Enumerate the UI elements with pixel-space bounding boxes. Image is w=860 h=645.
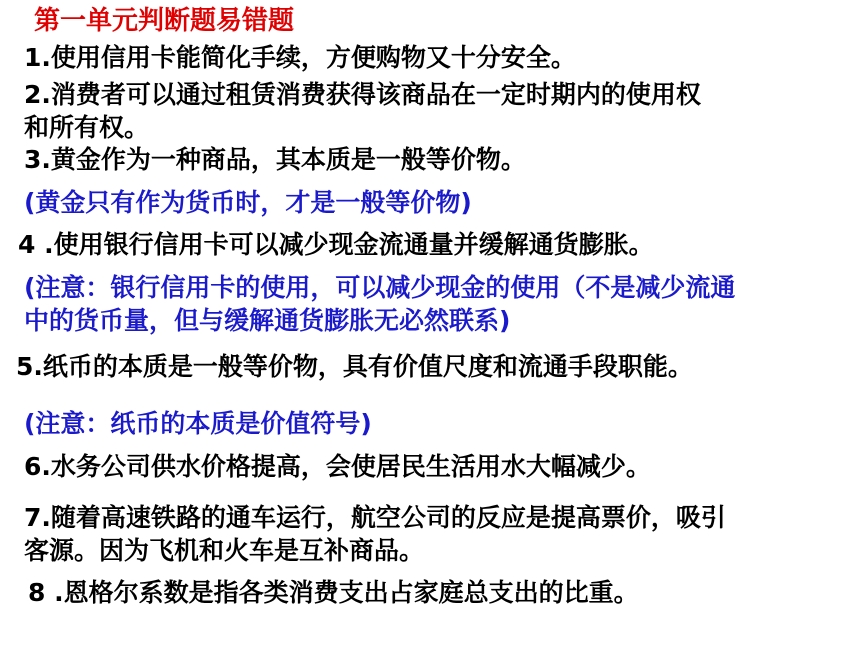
statement-6: 6.水务公司供水价格提高，会使居民生活用水大幅减少。 [24,452,651,481]
note-3: (黄金只有作为货币时，才是一般等价物) [24,188,472,217]
statement-2: 2.消费者可以通过租赁消费获得该商品在一定时期内的使用权 [24,80,701,109]
statement-8: 8 .恩格尔系数是指各类消费支出占家庭总支出的比重。 [28,578,639,607]
statement-2-continued: 和所有权。 [24,113,150,142]
statement-4: 4 .使用银行信用卡可以减少现金流通量并缓解通货膨胀。 [18,230,654,259]
slide-title: 第一单元判断题易错题 [34,6,295,36]
note-5: (注意：纸币的本质是价值符号) [24,409,372,438]
note-4: (注意：银行信用卡的使用，可以减少现金的使用（不是减少流通 [24,273,736,302]
statement-3: 3.黄金作为一种商品，其本质是一般等价物。 [24,145,526,174]
statement-7: 7.随着高速铁路的通车运行，航空公司的反应是提高票价，吸引 [24,503,726,532]
statement-1: 1.使用信用卡能简化手续，方便购物又十分安全。 [24,43,576,72]
statement-5: 5.纸币的本质是一般等价物，具有价值尺度和流通手段职能。 [16,352,693,381]
note-4-continued: 中的货币量，但与缓解通货膨胀无必然联系) [24,306,511,335]
statement-7-continued: 客源。因为飞机和火车是互补商品。 [24,536,425,565]
